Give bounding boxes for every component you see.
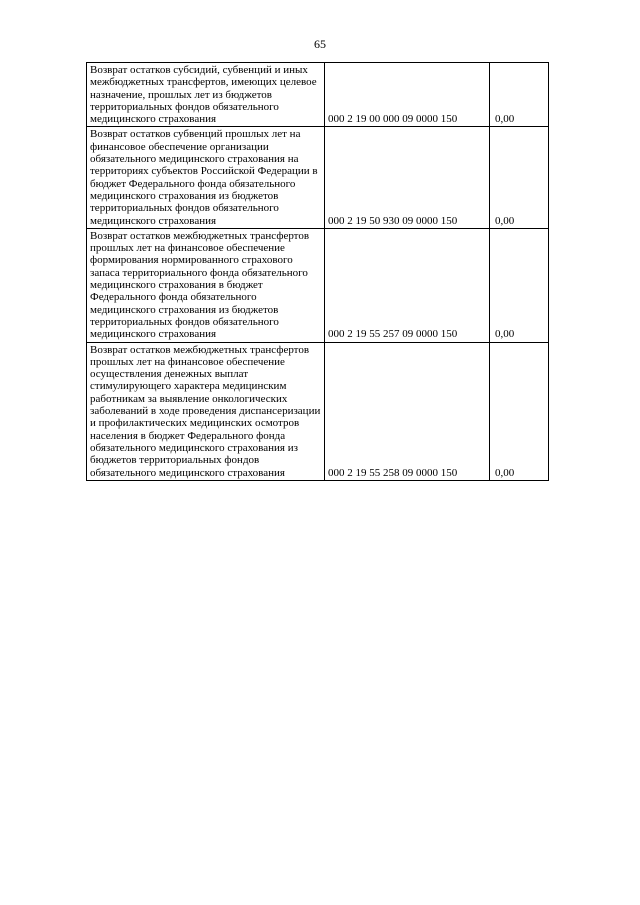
table-row xyxy=(87,228,549,342)
row-amount: 0,00 xyxy=(490,228,549,342)
row-amount: 0,00 xyxy=(490,127,549,228)
row-description: Возврат остатков субсидий, субвенций и иных межбюджетных трансфертов, имеющих целевое назначение, прошлых лет из бюджетов территориальных фондов обязательного медицинского страхования xyxy=(87,63,325,127)
page-number: 65 xyxy=(314,37,326,51)
row-amount: 0,00 xyxy=(490,63,549,127)
row-code: 000 2 19 00 000 09 0000 150 xyxy=(325,63,490,127)
row-description: Возврат остатков субвенций прошлых лет на финансовое обеспечение организации обязательного медицинского страхования на территориях субъектов Российской Федерации в бюджет Федерального фонда обязательного медицинского страхования из бюджетов территориальных фондов обязательного медицинского страхования xyxy=(87,127,325,228)
row-code: 000 2 19 50 930 09 0000 150 xyxy=(325,127,490,228)
table-row xyxy=(87,342,549,480)
budget-table xyxy=(86,62,549,481)
table-row xyxy=(87,127,549,228)
table-row xyxy=(87,63,549,127)
row-description: Возврат остатков межбюджетных трансфертов прошлых лет на финансовое обеспечение осуществления денежных выплат стимулирующего характера медицинским работникам за выявление онкологических заболеваний в ходе проведения диспансеризации и профилактических медицинских осмотров населения в бюджет Федерального фонда обязательного медицинского страхования из бюджетов территориальных фондов обязательного медицинского страхования xyxy=(87,342,325,480)
row-code: 000 2 19 55 258 09 0000 150 xyxy=(325,342,490,480)
row-amount: 0,00 xyxy=(490,342,549,480)
row-description: Возврат остатков межбюджетных трансфертов прошлых лет на финансовое обеспечение формирования нормированного страхового запаса территориального фонда обязательного медицинского страхования в бюджет Федерального фонда обязательного медицинского страхования из бюджетов территориальных фондов обязательного медицинского страхования xyxy=(87,228,325,342)
row-code: 000 2 19 55 257 09 0000 150 xyxy=(325,228,490,342)
